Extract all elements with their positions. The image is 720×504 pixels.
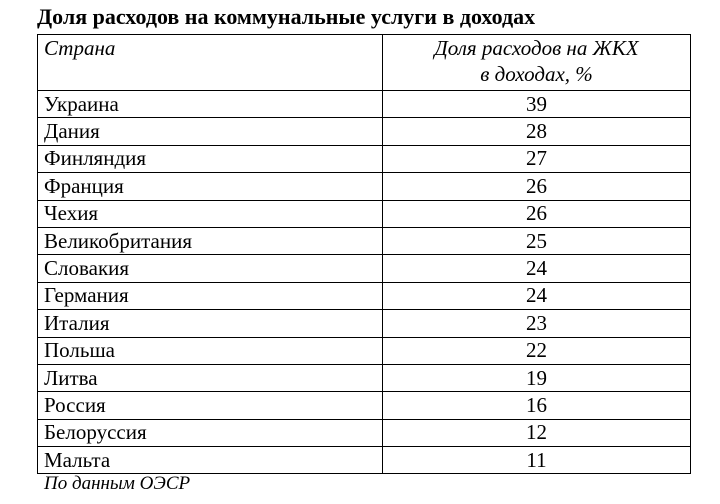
table-row	[38, 364, 691, 391]
country-cell: Великобритания	[38, 227, 383, 254]
share-cell: 25	[383, 227, 691, 254]
table-title: Доля расходов на коммунальные услуги в доходах	[37, 4, 536, 29]
country-cell: Украина	[38, 91, 383, 118]
share-cell: 24	[383, 255, 691, 282]
share-cell: 22	[383, 337, 691, 364]
share-cell: 19	[383, 364, 691, 391]
header-share-line-1: Доля расходов на ЖКХ	[434, 36, 639, 60]
share-cell: 12	[383, 419, 691, 446]
country-cell: Польша	[38, 337, 383, 364]
country-cell: Финляндия	[38, 145, 383, 172]
table-row	[38, 200, 691, 227]
table-row	[38, 337, 691, 364]
share-cell: 39	[383, 91, 691, 118]
country-cell: Дания	[38, 118, 383, 145]
share-cell: 11	[383, 447, 691, 474]
country-cell: Германия	[38, 282, 383, 309]
table-row	[38, 255, 691, 282]
table-row	[38, 118, 691, 145]
table-row	[38, 419, 691, 446]
country-cell: Россия	[38, 392, 383, 419]
country-cell: Мальта	[38, 447, 383, 474]
table-row	[38, 447, 691, 474]
share-cell: 23	[383, 310, 691, 337]
table-row	[38, 173, 691, 200]
table-row	[38, 91, 691, 118]
share-cell: 26	[383, 173, 691, 200]
share-cell: 26	[383, 200, 691, 227]
country-cell: Чехия	[38, 200, 383, 227]
country-cell: Белоруссия	[38, 419, 383, 446]
table-row	[38, 282, 691, 309]
table-row	[38, 392, 691, 419]
country-cell: Словакия	[38, 255, 383, 282]
table-row	[38, 310, 691, 337]
source-note: По данным ОЭСР	[44, 473, 191, 494]
share-cell: 27	[383, 145, 691, 172]
share-cell: 28	[383, 118, 691, 145]
country-cell: Италия	[38, 310, 383, 337]
table-row	[38, 145, 691, 172]
share-cell: 16	[383, 392, 691, 419]
header-share	[383, 35, 691, 91]
table-row	[38, 227, 691, 254]
utility-share-table	[37, 34, 691, 474]
share-cell: 24	[383, 282, 691, 309]
table-body	[38, 91, 691, 474]
header-country: Страна	[38, 35, 383, 91]
table-header-row	[38, 35, 691, 91]
country-cell: Франция	[38, 173, 383, 200]
header-share-line-2: в доходах, %	[480, 62, 593, 86]
country-cell: Литва	[38, 364, 383, 391]
